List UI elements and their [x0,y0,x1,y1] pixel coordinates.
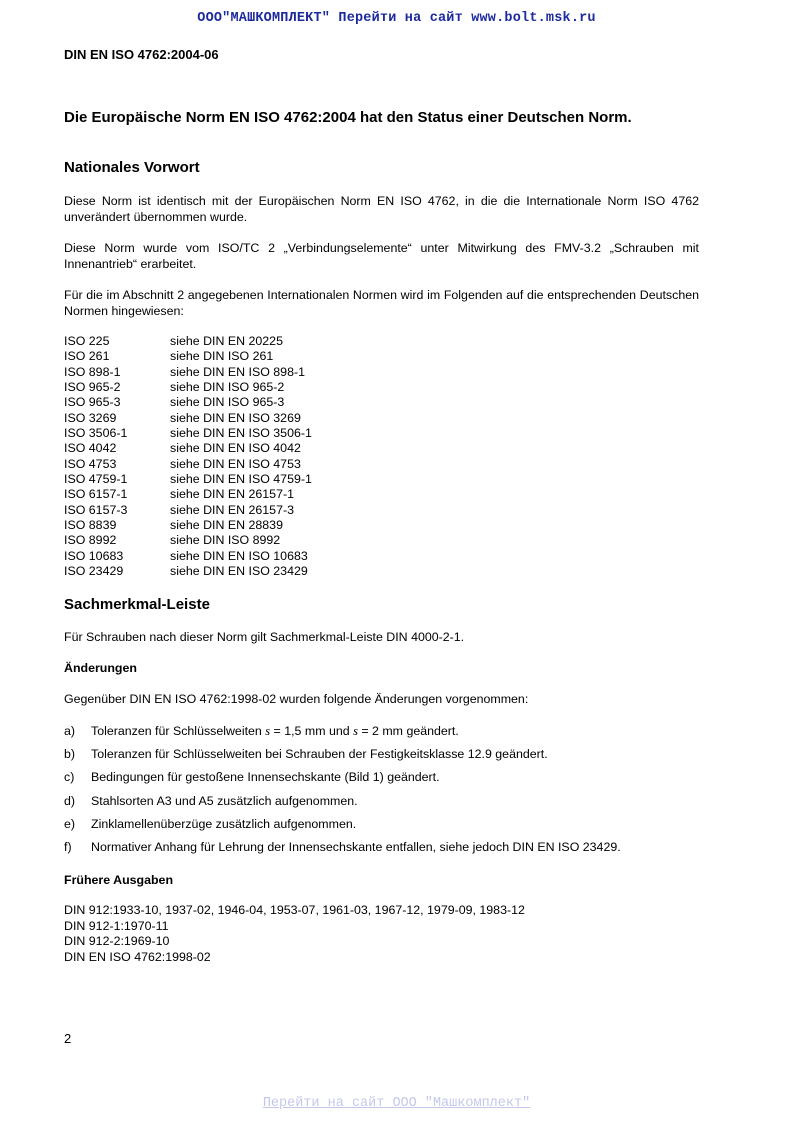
reference-row [64,349,312,364]
top-banner-link[interactable]: ООО"МАШКОМПЛЕКТ" Перейти на сайт www.bolt.msk.ru [197,11,596,26]
reference-din: siehe DIN EN ISO 10683 [170,548,308,563]
change-item-letter: e) [64,817,76,831]
reference-iso: ISO 6157-1 [64,487,128,502]
reference-list [64,334,312,580]
reference-iso: ISO 225 [64,334,110,348]
change-item [64,747,548,761]
reference-din: siehe DIN EN ISO 4759-1 [170,472,312,487]
fruehere-ausgaben-heading: Frühere Ausgaben [64,873,174,887]
page-number: 2 [64,1031,72,1046]
reference-din: siehe DIN EN ISO 898-1 [170,364,305,379]
change-item-text: Toleranzen für Schlüsselweiten bei Schrauben der Festigkeitsklasse 12.9 geändert. [91,747,548,761]
aenderungen-intro: Gegenüber DIN EN ISO 4762:1998-02 wurden folgende Änderungen vorgenommen: [64,692,529,706]
fruehere-ausgabe-line: DIN 912-2:1969-10 [64,934,170,948]
change-item-text [91,724,459,739]
change-item-text: Bedingungen für gestoßene Innensechskante (Bild 1) geändert. [91,770,440,784]
reference-din: siehe DIN EN 20225 [170,334,283,348]
symbol-s: s [353,724,358,738]
reference-row [64,472,312,487]
change-item-text-part: Toleranzen für Schlüsselweiten [91,724,266,738]
reference-iso: ISO 4759-1 [64,472,128,487]
reference-row [64,457,312,472]
fruehere-ausgabe-line: DIN 912-1:1970-11 [64,918,169,933]
reference-iso: ISO 898-1 [64,364,121,379]
reference-din: siehe DIN EN ISO 4753 [170,456,301,471]
change-item [64,770,440,784]
reference-iso: ISO 965-3 [64,395,121,410]
change-item-letter: a) [64,724,76,738]
fruehere-ausgabe-line: DIN 912:1933-10, 1937-02, 1946-04, 1953-07, 1961-03, 1967-12, 1979-09, 1983-12 [64,903,525,917]
aenderungen-heading: Änderungen [64,661,137,675]
vorwort-paragraph-2: Diese Norm wurde vom ISO/TC 2 „Verbindungselemente“ unter Mitwirkung des FMV-3.2 „Schrauben mit Innenantrieb“ erarbeitet. [64,241,699,271]
sachmerkmal-heading: Sachmerkmal-Leiste [64,596,210,613]
vorwort-paragraph-1: Diese Norm ist identisch mit der Europäischen Norm EN ISO 4762, in die die Internationale Norm ISO 4762 unverändert übernommen wurde. [64,194,699,224]
reference-row [64,503,312,518]
reference-iso: ISO 8839 [64,518,117,533]
reference-iso: ISO 23429 [64,564,124,579]
vorwort-heading: Nationales Vorwort [64,159,200,176]
reference-iso: ISO 3506-1 [64,426,128,441]
reference-din: siehe DIN EN ISO 3269 [170,410,301,425]
reference-iso: ISO 6157-3 [64,502,128,517]
reference-din: siehe DIN EN ISO 23429 [170,564,308,579]
change-item-text: Stahlsorten A3 und A5 zusätzlich aufgenommen. [91,794,358,808]
change-item [64,794,358,808]
reference-row [64,441,312,456]
change-item-letter: d) [64,794,76,808]
change-item-letter: f) [64,840,72,854]
reference-iso: ISO 8992 [64,533,117,548]
change-item [64,817,356,831]
fruehere-ausgaben-list [64,903,525,965]
reference-din: siehe DIN ISO 8992 [170,533,281,548]
reference-row [64,334,312,349]
change-item-letter: c) [64,770,75,784]
reference-din: siehe DIN EN ISO 3506-1 [170,426,312,441]
reference-din: siehe DIN EN 28839 [170,518,283,533]
change-item-text: Normativer Anhang für Lehrung der Innensechskante entfallen, siehe jedoch DIN EN ISO 23429. [91,840,621,854]
reference-din: siehe DIN ISO 965-2 [170,380,285,395]
change-item-text-part: = 2 mm geändert. [357,724,459,738]
reference-row [64,411,312,426]
bottom-site-link[interactable]: Перейти на сайт ООО "Машкомплект" [262,1096,531,1111]
reference-row [64,487,312,502]
document-id: DIN EN ISO 4762:2004-06 [64,47,219,62]
reference-din: siehe DIN EN ISO 4042 [170,441,301,456]
change-item-text: Zinklamellenüberzüge zusätzlich aufgenommen. [91,817,357,831]
sachmerkmal-text: Für Schrauben nach dieser Norm gilt Sachmerkmal-Leiste DIN 4000-2-1. [64,630,465,644]
reference-din: siehe DIN EN 26157-3 [170,502,294,517]
reference-iso: ISO 261 [64,349,110,364]
reference-din: siehe DIN ISO 965-3 [170,395,285,410]
reference-iso: ISO 4753 [64,456,117,471]
change-item-letter: b) [64,747,76,761]
reference-row [64,395,312,410]
reference-row [64,549,312,564]
reference-iso: ISO 3269 [64,410,117,425]
vorwort-paragraph-3: Für die im Abschnitt 2 angegebenen Internationalen Normen wird im Folgenden auf die entsprechenden Deutschen Normen hingewiesen: [64,288,699,318]
reference-row [64,518,312,533]
reference-din: siehe DIN EN 26157-1 [170,487,294,502]
reference-iso: ISO 10683 [64,548,124,563]
reference-din: siehe DIN ISO 261 [170,349,274,364]
status-line: Die Europäische Norm EN ISO 4762:2004 hat den Status einer Deutschen Norm. [64,109,632,126]
reference-row [64,380,312,395]
symbol-s: s [265,724,271,738]
reference-row [64,533,312,548]
reference-row [64,365,312,380]
reference-row [64,564,312,579]
change-item [64,724,459,739]
reference-row [64,426,312,441]
change-item-text-part: = 1,5 mm und [270,724,354,738]
fruehere-ausgabe-line: DIN EN ISO 4762:1998-02 [64,949,211,964]
reference-iso: ISO 4042 [64,441,117,456]
reference-iso: ISO 965-2 [64,380,121,395]
change-item [64,840,621,854]
